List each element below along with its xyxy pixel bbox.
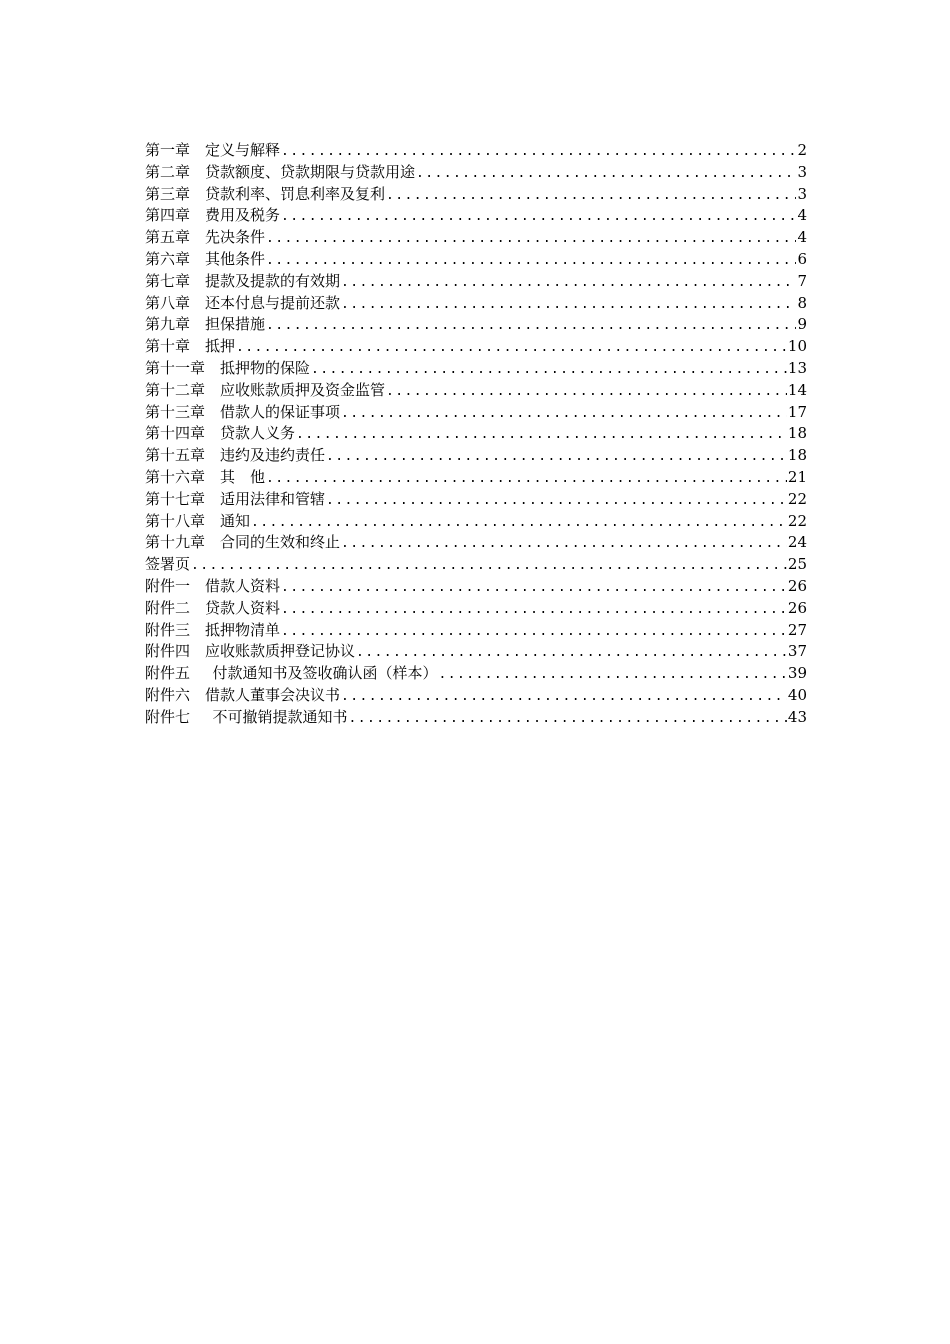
toc-entry[interactable] [145, 511, 807, 533]
toc-entry-title: 付款通知书及签收确认函（样本） [212, 664, 438, 683]
toc-entry-number: 第十四章 [145, 424, 206, 443]
toc-entry-page-number: 4 [797, 206, 807, 225]
toc-entry-page-number: 26 [787, 598, 807, 617]
toc-entry-number: 第八章 [145, 293, 191, 312]
toc-dot-leader [281, 599, 787, 621]
toc-entry-title: 抵押 [205, 337, 236, 356]
toc-dot-leader [281, 621, 787, 643]
toc-entry-title: 不可撤销提款通知书 [212, 707, 348, 726]
toc-dot-leader [341, 533, 787, 555]
toc-entry-title: 抵押物的保险 [220, 358, 311, 377]
toc-entry-title: 提款及提款的有效期 [205, 271, 341, 290]
toc-entry-number: 第二章 [145, 162, 191, 181]
toc-entry-page-number: 3 [797, 162, 807, 181]
toc-dot-leader [266, 468, 787, 490]
toc-dot-leader [266, 228, 796, 250]
toc-entry-number: 签署页 [145, 555, 191, 574]
toc-dot-leader [311, 359, 787, 381]
toc-entry-number: 附件七 [145, 707, 191, 726]
toc-entry[interactable] [145, 227, 807, 249]
toc-entry-page-number: 7 [797, 271, 807, 290]
toc-dot-leader [236, 337, 787, 359]
toc-entry-number: 附件五 [145, 664, 191, 683]
toc-entry[interactable] [145, 532, 807, 554]
toc-entry-page-number: 27 [787, 620, 807, 639]
toc-entry-title: 违约及违约责任 [220, 446, 326, 465]
toc-entry-number: 第五章 [145, 228, 191, 247]
toc-entry-number: 附件二 [145, 598, 191, 617]
toc-entry[interactable] [145, 685, 807, 707]
toc-entry-title: 借款人的保证事项 [220, 402, 341, 421]
toc-entry-title: 通知 [220, 511, 251, 530]
toc-dot-leader [326, 446, 787, 468]
toc-entry-title: 适用法律和管辖 [220, 489, 326, 508]
toc-entry[interactable] [145, 489, 807, 511]
toc-dot-leader [439, 664, 787, 686]
toc-entry[interactable] [145, 184, 807, 206]
toc-dot-leader [386, 381, 787, 403]
toc-entry[interactable] [145, 249, 807, 271]
toc-entry-title: 贷款人义务 [220, 424, 296, 443]
toc-dot-leader [296, 424, 787, 446]
toc-entry-title: 抵押物清单 [205, 620, 281, 639]
toc-entry-number: 第十六章 [145, 467, 206, 486]
toc-entry[interactable] [145, 314, 807, 336]
toc-dot-leader [386, 185, 796, 207]
toc-entry-title: 借款人董事会决议书 [205, 685, 341, 704]
toc-entry-page-number: 25 [787, 555, 807, 574]
toc-entry[interactable] [145, 205, 807, 227]
toc-entry[interactable] [145, 641, 807, 663]
toc-entry-page-number: 43 [787, 707, 807, 726]
toc-entry-title: 担保措施 [205, 315, 266, 334]
toc-dot-leader [281, 206, 796, 228]
toc-entry-page-number: 18 [787, 424, 807, 443]
toc-dot-leader [416, 163, 796, 185]
toc-entry-page-number: 8 [797, 293, 807, 312]
toc-entry[interactable] [145, 162, 807, 184]
toc-entry-title: 其他条件 [205, 249, 266, 268]
toc-entry-page-number: 17 [787, 402, 807, 421]
toc-entry-page-number: 13 [787, 358, 807, 377]
toc-entry-page-number: 9 [797, 315, 807, 334]
toc-entry-number: 第十八章 [145, 511, 206, 530]
toc-entry[interactable] [145, 271, 807, 293]
toc-dot-leader [341, 294, 796, 316]
toc-entry-number: 第十章 [145, 337, 191, 356]
toc-entry-number: 第六章 [145, 249, 191, 268]
toc-entry-number: 第十一章 [145, 358, 206, 377]
toc-entry-title: 其 他 [220, 467, 266, 486]
toc-entry[interactable] [145, 467, 807, 489]
toc-entry-title: 借款人资料 [205, 576, 281, 595]
toc-entry-page-number: 10 [787, 337, 807, 356]
toc-dot-leader [191, 555, 787, 577]
toc-entry[interactable] [145, 423, 807, 445]
toc-entry[interactable] [145, 358, 807, 380]
toc-entry[interactable] [145, 598, 807, 620]
toc-entry-page-number: 3 [797, 184, 807, 203]
toc-entry-page-number: 18 [787, 446, 807, 465]
toc-entry-title: 贷款额度、贷款期限与贷款用途 [205, 162, 416, 181]
toc-entry-number: 第十二章 [145, 380, 206, 399]
toc-entry-page-number: 22 [787, 511, 807, 530]
toc-entry-number: 附件四 [145, 642, 191, 661]
toc-entry-page-number: 39 [787, 664, 807, 683]
toc-entry-title: 应收账款质押登记协议 [205, 642, 356, 661]
toc-dot-leader [341, 272, 796, 294]
toc-entry-number: 第七章 [145, 271, 191, 290]
toc-entry-page-number: 21 [787, 467, 807, 486]
toc-entry-number: 第九章 [145, 315, 191, 334]
toc-entry-number: 第十七章 [145, 489, 206, 508]
toc-entry-number: 第十五章 [145, 446, 206, 465]
toc-entry-number: 第一章 [145, 141, 191, 159]
toc-entry-page-number: 4 [797, 228, 807, 247]
toc-dot-leader [356, 642, 787, 664]
table-of-contents [145, 140, 807, 729]
toc-entry-page-number: 40 [787, 685, 807, 704]
toc-entry[interactable] [145, 336, 807, 358]
toc-entry-number: 第十九章 [145, 533, 206, 552]
toc-entry-number: 附件六 [145, 685, 191, 704]
toc-dot-leader [251, 512, 787, 534]
toc-entry-number: 第四章 [145, 206, 191, 225]
toc-entry[interactable] [145, 293, 807, 315]
toc-entry[interactable] [145, 402, 807, 424]
toc-entry[interactable] [145, 140, 807, 162]
toc-entry[interactable] [145, 380, 807, 402]
toc-entry-number: 附件三 [145, 620, 191, 639]
toc-dot-leader [281, 577, 787, 599]
toc-entry-page-number: 2 [797, 141, 807, 159]
toc-entry-number: 附件一 [145, 576, 191, 595]
toc-entry-page-number: 22 [787, 489, 807, 508]
toc-dot-leader [349, 708, 787, 730]
toc-entry-number: 第三章 [145, 184, 191, 203]
toc-dot-leader [266, 250, 796, 272]
toc-entry-page-number: 26 [787, 576, 807, 595]
toc-entry-page-number: 6 [797, 249, 807, 268]
toc-entry-title: 贷款利率、罚息利率及复利 [205, 184, 386, 203]
toc-entry[interactable] [145, 445, 807, 467]
toc-dot-leader [266, 315, 796, 337]
toc-entry-page-number: 24 [787, 533, 807, 552]
toc-entry-page-number: 14 [787, 380, 807, 399]
toc-entry-title: 合同的生效和终止 [220, 533, 341, 552]
toc-entry-title: 先决条件 [205, 228, 266, 247]
toc-dot-leader [281, 141, 796, 163]
toc-entry-page-number: 37 [787, 642, 807, 661]
toc-entry[interactable] [145, 554, 807, 576]
toc-dot-leader [326, 490, 787, 512]
toc-entry[interactable] [145, 576, 807, 598]
toc-entry-number: 第十三章 [145, 402, 206, 421]
toc-dot-leader [341, 686, 787, 708]
toc-entry-title: 还本付息与提前还款 [205, 293, 341, 312]
toc-entry-title: 定义与解释 [205, 141, 281, 159]
toc-entry[interactable] [145, 620, 807, 642]
toc-entry[interactable] [145, 707, 807, 729]
toc-entry-title: 费用及税务 [205, 206, 281, 225]
toc-dot-leader [341, 403, 787, 425]
toc-entry-title: 应收账款质押及资金监管 [220, 380, 386, 399]
toc-entry-title: 贷款人资料 [205, 598, 281, 617]
toc-entry[interactable] [145, 663, 807, 685]
